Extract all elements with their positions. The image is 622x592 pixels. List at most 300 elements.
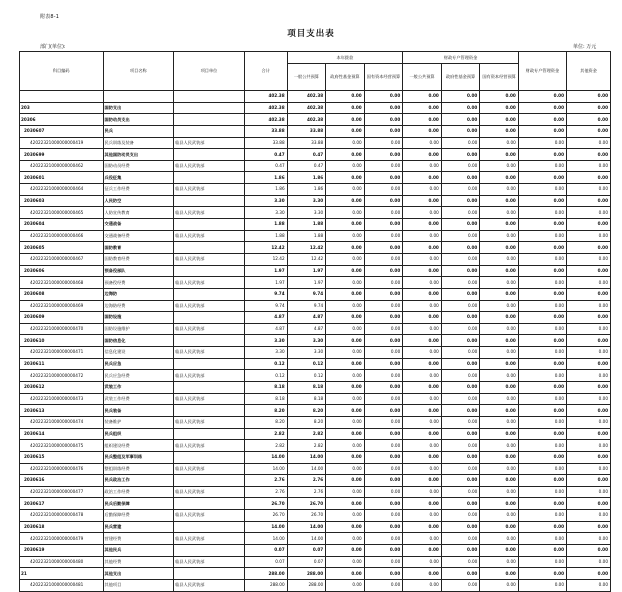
cell-amount: 0.00 [441,195,480,207]
cell-amount: 0.00 [441,242,480,254]
cell-amount: 2.82 [287,428,326,440]
cell-amount: 0.00 [518,184,566,196]
cell-amount: 8.18 [244,393,287,405]
cell-project-unit [174,568,245,580]
cell-amount: 2.76 [244,486,287,498]
annex-label: 附表8-1 [40,14,60,20]
cell-amount: 14.00 [244,521,287,533]
cell-amount: 0.00 [480,544,519,556]
cell-project-name: 民兵 [103,125,174,137]
cell-amount: 0.00 [326,533,365,545]
cell-project-unit: 临县人民武装部 [174,533,245,545]
table-row [20,556,611,568]
cell-project-unit [174,91,245,103]
cell-amount: 0.00 [518,451,566,463]
table-row [20,382,611,394]
cell-amount: 0.00 [480,300,519,312]
cell-amount: 0.00 [403,579,442,591]
cell-amount: 0.00 [364,544,403,556]
cell-amount: 0.00 [364,440,403,452]
cell-amount: 8.18 [244,382,287,394]
cell-amount: 0.00 [441,405,480,417]
cell-amount: 0.00 [403,207,442,219]
cell-amount: 0.00 [480,277,519,289]
cell-code: 42022321000000000478 [20,510,104,522]
cell-amount: 0.00 [518,125,566,137]
cell-code: 2030605 [20,242,104,254]
cell-amount: 3.30 [244,207,287,219]
table-row [20,137,611,149]
cell-code: 42022321000000000469 [20,300,104,312]
cell-amount: 0.00 [480,451,519,463]
table-row [20,114,611,126]
cell-amount: 0.00 [403,160,442,172]
table-row [20,533,611,545]
currency-unit-label: 单位: 万元 [573,44,597,50]
cell-amount: 0.00 [567,347,611,359]
cell-amount: 0.00 [567,370,611,382]
cell-amount: 0.00 [567,521,611,533]
table-row [20,160,611,172]
cell-code: 20306 [20,114,104,126]
cell-code: 21 [20,568,104,580]
cell-amount: 0.00 [480,370,519,382]
cell-amount: 0.00 [364,370,403,382]
cell-amount: 0.00 [364,323,403,335]
cell-amount: 12.42 [287,253,326,265]
cell-amount: 0.00 [518,277,566,289]
cell-amount: 0.00 [518,358,566,370]
cell-amount: 0.00 [518,568,566,580]
cell-amount: 0.00 [567,335,611,347]
cell-amount: 0.00 [518,195,566,207]
cell-amount: 0.00 [518,172,566,184]
cell-project-unit [174,382,245,394]
cell-amount: 8.18 [287,393,326,405]
cell-amount: 2.82 [244,440,287,452]
cell-amount: 0.00 [480,475,519,487]
cell-amount: 26.70 [287,498,326,510]
table-row [20,253,611,265]
cell-code: 2030618 [20,521,104,533]
cell-amount: 1.88 [287,230,326,242]
cell-project-unit [174,335,245,347]
cell-amount: 288.00 [244,568,287,580]
cell-amount: 0.00 [441,137,480,149]
cell-amount: 0.00 [567,219,611,231]
cell-amount: 14.00 [244,451,287,463]
cell-amount: 0.00 [403,242,442,254]
cell-amount: 0.00 [518,114,566,126]
cell-amount: 0.00 [441,207,480,219]
cell-code: 42022321000000000474 [20,416,104,428]
cell-amount: 0.00 [518,300,566,312]
cell-amount: 0.00 [480,265,519,277]
cell-code: 2030619 [20,544,104,556]
cell-amount: 3.30 [244,195,287,207]
cell-project-unit [174,114,245,126]
cell-amount: 0.00 [518,486,566,498]
cell-project-unit [174,358,245,370]
cell-amount: 0.07 [287,544,326,556]
cell-code: 2030610 [20,335,104,347]
cell-amount: 12.42 [244,253,287,265]
cell-amount: 0.00 [480,288,519,300]
cell-amount: 0.00 [480,568,519,580]
cell-amount: 0.00 [441,475,480,487]
cell-amount: 0.00 [403,184,442,196]
cell-project-unit: 临县人民武装部 [174,207,245,219]
cell-amount: 0.00 [364,160,403,172]
cell-amount: 0.00 [364,475,403,487]
table-row [20,579,611,591]
cell-amount: 0.00 [567,579,611,591]
cell-amount: 0.00 [403,451,442,463]
cell-amount: 0.00 [403,114,442,126]
cell-amount: 0.00 [480,358,519,370]
table-row [20,370,611,382]
cell-amount: 0.00 [364,393,403,405]
cell-amount: 0.00 [403,405,442,417]
header-general: 一般公共预算 [287,64,326,91]
cell-project-unit: 临县人民武装部 [174,277,245,289]
cell-amount: 0.00 [441,323,480,335]
cell-project-unit [174,544,245,556]
cell-amount: 0.00 [567,265,611,277]
table-row [20,277,611,289]
cell-amount: 0.00 [364,416,403,428]
cell-project-unit: 临县人民武装部 [174,323,245,335]
cell-amount: 0.00 [518,544,566,556]
cell-amount: 0.00 [567,533,611,545]
cell-amount: 0.00 [364,195,403,207]
cell-project-unit [174,172,245,184]
cell-amount: 0.00 [441,125,480,137]
cell-amount: 0.00 [441,114,480,126]
cell-amount: 0.47 [287,149,326,161]
cell-amount: 0.00 [480,312,519,324]
cell-amount: 0.00 [441,172,480,184]
table-row [20,288,611,300]
cell-amount: 0.00 [441,370,480,382]
cell-project-unit: 临县人民武装部 [174,184,245,196]
cell-amount: 0.00 [364,288,403,300]
cell-project-name: 其他民兵 [103,544,174,556]
cell-project-name: 装备维护 [103,416,174,428]
table-row [20,195,611,207]
cell-amount: 1.88 [244,230,287,242]
cell-code: 42022321000000000477 [20,486,104,498]
cell-amount: 0.00 [403,521,442,533]
cell-amount: 0.00 [441,463,480,475]
cell-amount: 0.00 [567,498,611,510]
cell-amount: 0.00 [518,207,566,219]
cell-amount: 0.00 [518,323,566,335]
cell-amount: 0.00 [403,568,442,580]
cell-amount: 0.00 [326,475,365,487]
cell-amount: 0.00 [326,219,365,231]
table-row [20,347,611,359]
cell-amount: 0.00 [480,382,519,394]
header-state-capital: 国有资本经营预算 [364,64,403,91]
cell-amount: 0.00 [364,242,403,254]
cell-amount: 0.00 [364,568,403,580]
cell-amount: 0.00 [441,556,480,568]
cell-amount: 26.70 [287,510,326,522]
cell-amount: 0.00 [403,393,442,405]
cell-code: 2030612 [20,382,104,394]
cell-amount: 0.00 [518,393,566,405]
cell-amount: 0.00 [480,91,519,103]
page-title: 项目支出表 [287,29,335,39]
cell-amount: 0.00 [441,498,480,510]
cell-project-name: 预备役部队 [103,265,174,277]
table-row [20,184,611,196]
cell-amount: 1.86 [287,184,326,196]
cell-amount: 0.00 [480,556,519,568]
cell-amount: 1.86 [244,172,287,184]
cell-amount: 0.00 [480,323,519,335]
table-row [20,91,611,103]
cell-amount: 0.00 [364,451,403,463]
cell-amount: 0.00 [441,184,480,196]
cell-project-name: 兵役征集 [103,172,174,184]
cell-code: 42022321000000000419 [20,137,104,149]
cell-amount: 0.00 [518,405,566,417]
header-project-name: 项目名称 [103,52,174,91]
cell-amount: 0.00 [403,440,442,452]
cell-amount: 1.97 [244,265,287,277]
cell-amount: 9.74 [287,300,326,312]
cell-amount: 2.76 [287,486,326,498]
cell-amount: 0.00 [326,230,365,242]
cell-amount: 3.30 [287,347,326,359]
cell-project-name: 边海防经费 [103,300,174,312]
cell-amount: 4.87 [244,323,287,335]
cell-amount: 0.00 [567,428,611,440]
cell-amount: 0.00 [403,277,442,289]
cell-amount: 8.18 [287,382,326,394]
cell-amount: 0.00 [403,102,442,114]
cell-code: 2030611 [20,358,104,370]
cell-amount: 402.38 [287,114,326,126]
cell-amount: 0.00 [480,579,519,591]
cell-code: 2030614 [20,428,104,440]
cell-amount: 0.00 [326,160,365,172]
cell-amount: 14.00 [287,451,326,463]
cell-amount: 0.00 [518,253,566,265]
cell-amount: 0.00 [364,533,403,545]
cell-amount: 0.00 [364,102,403,114]
cell-project-name: 国防动员支出 [103,114,174,126]
cell-code: 42022321000000000481 [20,579,104,591]
table-body [20,91,611,592]
cell-amount: 0.00 [441,277,480,289]
cell-amount: 0.00 [441,347,480,359]
cell-amount: 0.00 [518,265,566,277]
cell-project-name: 民兵装备 [103,405,174,417]
cell-amount: 0.00 [441,382,480,394]
cell-amount: 0.00 [326,568,365,580]
cell-amount: 0.00 [403,195,442,207]
cell-amount: 4.87 [244,312,287,324]
table-row [20,125,611,137]
cell-amount: 0.00 [403,137,442,149]
cell-amount: 0.00 [518,463,566,475]
cell-project-name: 民兵营建 [103,521,174,533]
cell-amount: 0.00 [364,125,403,137]
cell-amount: 0.00 [326,300,365,312]
header-special: 财政专户管理资金 [518,52,566,91]
cell-amount: 0.00 [364,91,403,103]
cell-project-unit: 临县人民武装部 [174,463,245,475]
cell-amount: 0.00 [567,440,611,452]
cell-amount: 0.00 [441,544,480,556]
cell-project-unit [174,149,245,161]
cell-project-unit [174,405,245,417]
cell-amount: 288.00 [244,579,287,591]
cell-amount: 0.00 [567,556,611,568]
cell-code: 42022321000000000479 [20,533,104,545]
cell-amount: 0.00 [403,370,442,382]
cell-amount: 0.00 [403,323,442,335]
cell-amount: 0.00 [518,160,566,172]
cell-amount: 0.00 [480,195,519,207]
cell-project-unit: 临县人民武装部 [174,137,245,149]
cell-amount: 288.00 [287,568,326,580]
cell-amount: 0.00 [403,172,442,184]
table-row [20,300,611,312]
cell-amount: 0.00 [567,172,611,184]
cell-amount: 0.00 [567,312,611,324]
cell-project-unit: 临县人民武装部 [174,486,245,498]
cell-amount: 0.00 [364,184,403,196]
cell-amount: 0.00 [480,149,519,161]
cell-code: 2030616 [20,475,104,487]
cell-project-unit: 临县人民武装部 [174,510,245,522]
cell-amount: 0.00 [403,556,442,568]
table-row [20,335,611,347]
cell-project-unit: 临县人民武装部 [174,253,245,265]
cell-amount: 0.00 [567,195,611,207]
cell-amount: 0.00 [567,184,611,196]
cell-amount: 0.00 [518,440,566,452]
cell-amount: 0.00 [403,486,442,498]
cell-amount: 0.00 [518,335,566,347]
cell-amount: 0.00 [364,347,403,359]
cell-amount: 4.87 [287,323,326,335]
cell-amount: 14.00 [287,463,326,475]
cell-amount: 0.07 [287,556,326,568]
cell-amount: 8.20 [287,416,326,428]
cell-amount: 0.00 [364,114,403,126]
cell-amount: 0.00 [364,428,403,440]
cell-amount: 0.00 [403,91,442,103]
cell-amount: 0.00 [480,172,519,184]
cell-amount: 0.00 [480,184,519,196]
cell-amount: 0.00 [441,393,480,405]
cell-amount: 0.00 [326,358,365,370]
cell-project-name: 民兵应急 [103,358,174,370]
cell-amount: 0.00 [518,219,566,231]
cell-amount: 0.00 [403,382,442,394]
cell-amount: 0.00 [326,556,365,568]
cell-code: 2030604 [20,219,104,231]
cell-code: 42022321000000000480 [20,556,104,568]
cell-amount: 0.00 [441,335,480,347]
cell-project-name: 民兵政治工作 [103,475,174,487]
table-row [20,416,611,428]
cell-amount: 0.00 [364,556,403,568]
cell-project-unit [174,195,245,207]
cell-amount: 0.00 [326,579,365,591]
cell-amount: 2.82 [244,428,287,440]
cell-code: 2030607 [20,125,104,137]
cell-project-name: 武装工作 [103,382,174,394]
cell-amount: 0.00 [441,416,480,428]
cell-amount: 0.00 [441,358,480,370]
cell-amount: 1.97 [287,265,326,277]
cell-amount: 0.00 [441,265,480,277]
header-fund-gov: 政府性基金预算 [441,64,480,91]
cell-amount: 0.00 [567,160,611,172]
cell-code: 2030699 [20,149,104,161]
cell-amount: 0.00 [480,405,519,417]
cell-amount: 0.00 [403,335,442,347]
cell-amount: 0.00 [567,277,611,289]
cell-amount: 3.30 [244,347,287,359]
cell-amount: 0.00 [364,486,403,498]
table-row [20,568,611,580]
table-row [20,149,611,161]
table-row [20,486,611,498]
cell-amount: 0.00 [326,405,365,417]
cell-amount: 0.00 [480,125,519,137]
cell-amount: 0.00 [480,160,519,172]
cell-amount: 0.00 [567,300,611,312]
cell-amount: 0.00 [364,463,403,475]
cell-project-unit [174,475,245,487]
cell-amount: 0.00 [480,219,519,231]
cell-amount: 0.00 [480,440,519,452]
cell-amount: 33.88 [287,125,326,137]
cell-project-unit [174,125,245,137]
cell-amount: 0.00 [567,358,611,370]
cell-amount: 0.00 [441,579,480,591]
cell-amount: 0.00 [326,312,365,324]
cell-amount: 0.00 [518,416,566,428]
cell-amount: 0.00 [518,521,566,533]
cell-amount: 0.00 [441,230,480,242]
cell-project-name: 民兵整组及军事训练 [103,451,174,463]
cell-amount: 9.74 [244,288,287,300]
cell-amount: 0.00 [403,125,442,137]
cell-amount: 0.00 [326,416,365,428]
cell-amount: 0.12 [287,370,326,382]
header-group-basic: 本年拨款 [287,52,403,64]
cell-amount: 0.00 [364,207,403,219]
cell-amount: 0.00 [326,184,365,196]
cell-amount: 33.88 [244,125,287,137]
cell-amount: 0.00 [441,219,480,231]
cell-amount: 0.00 [567,137,611,149]
cell-amount: 0.00 [480,335,519,347]
cell-amount: 0.00 [480,102,519,114]
cell-amount: 0.00 [326,510,365,522]
cell-code: 2030601 [20,172,104,184]
cell-project-name: 国防支出 [103,102,174,114]
header-fund-state: 国有资本经营预算 [480,64,519,91]
